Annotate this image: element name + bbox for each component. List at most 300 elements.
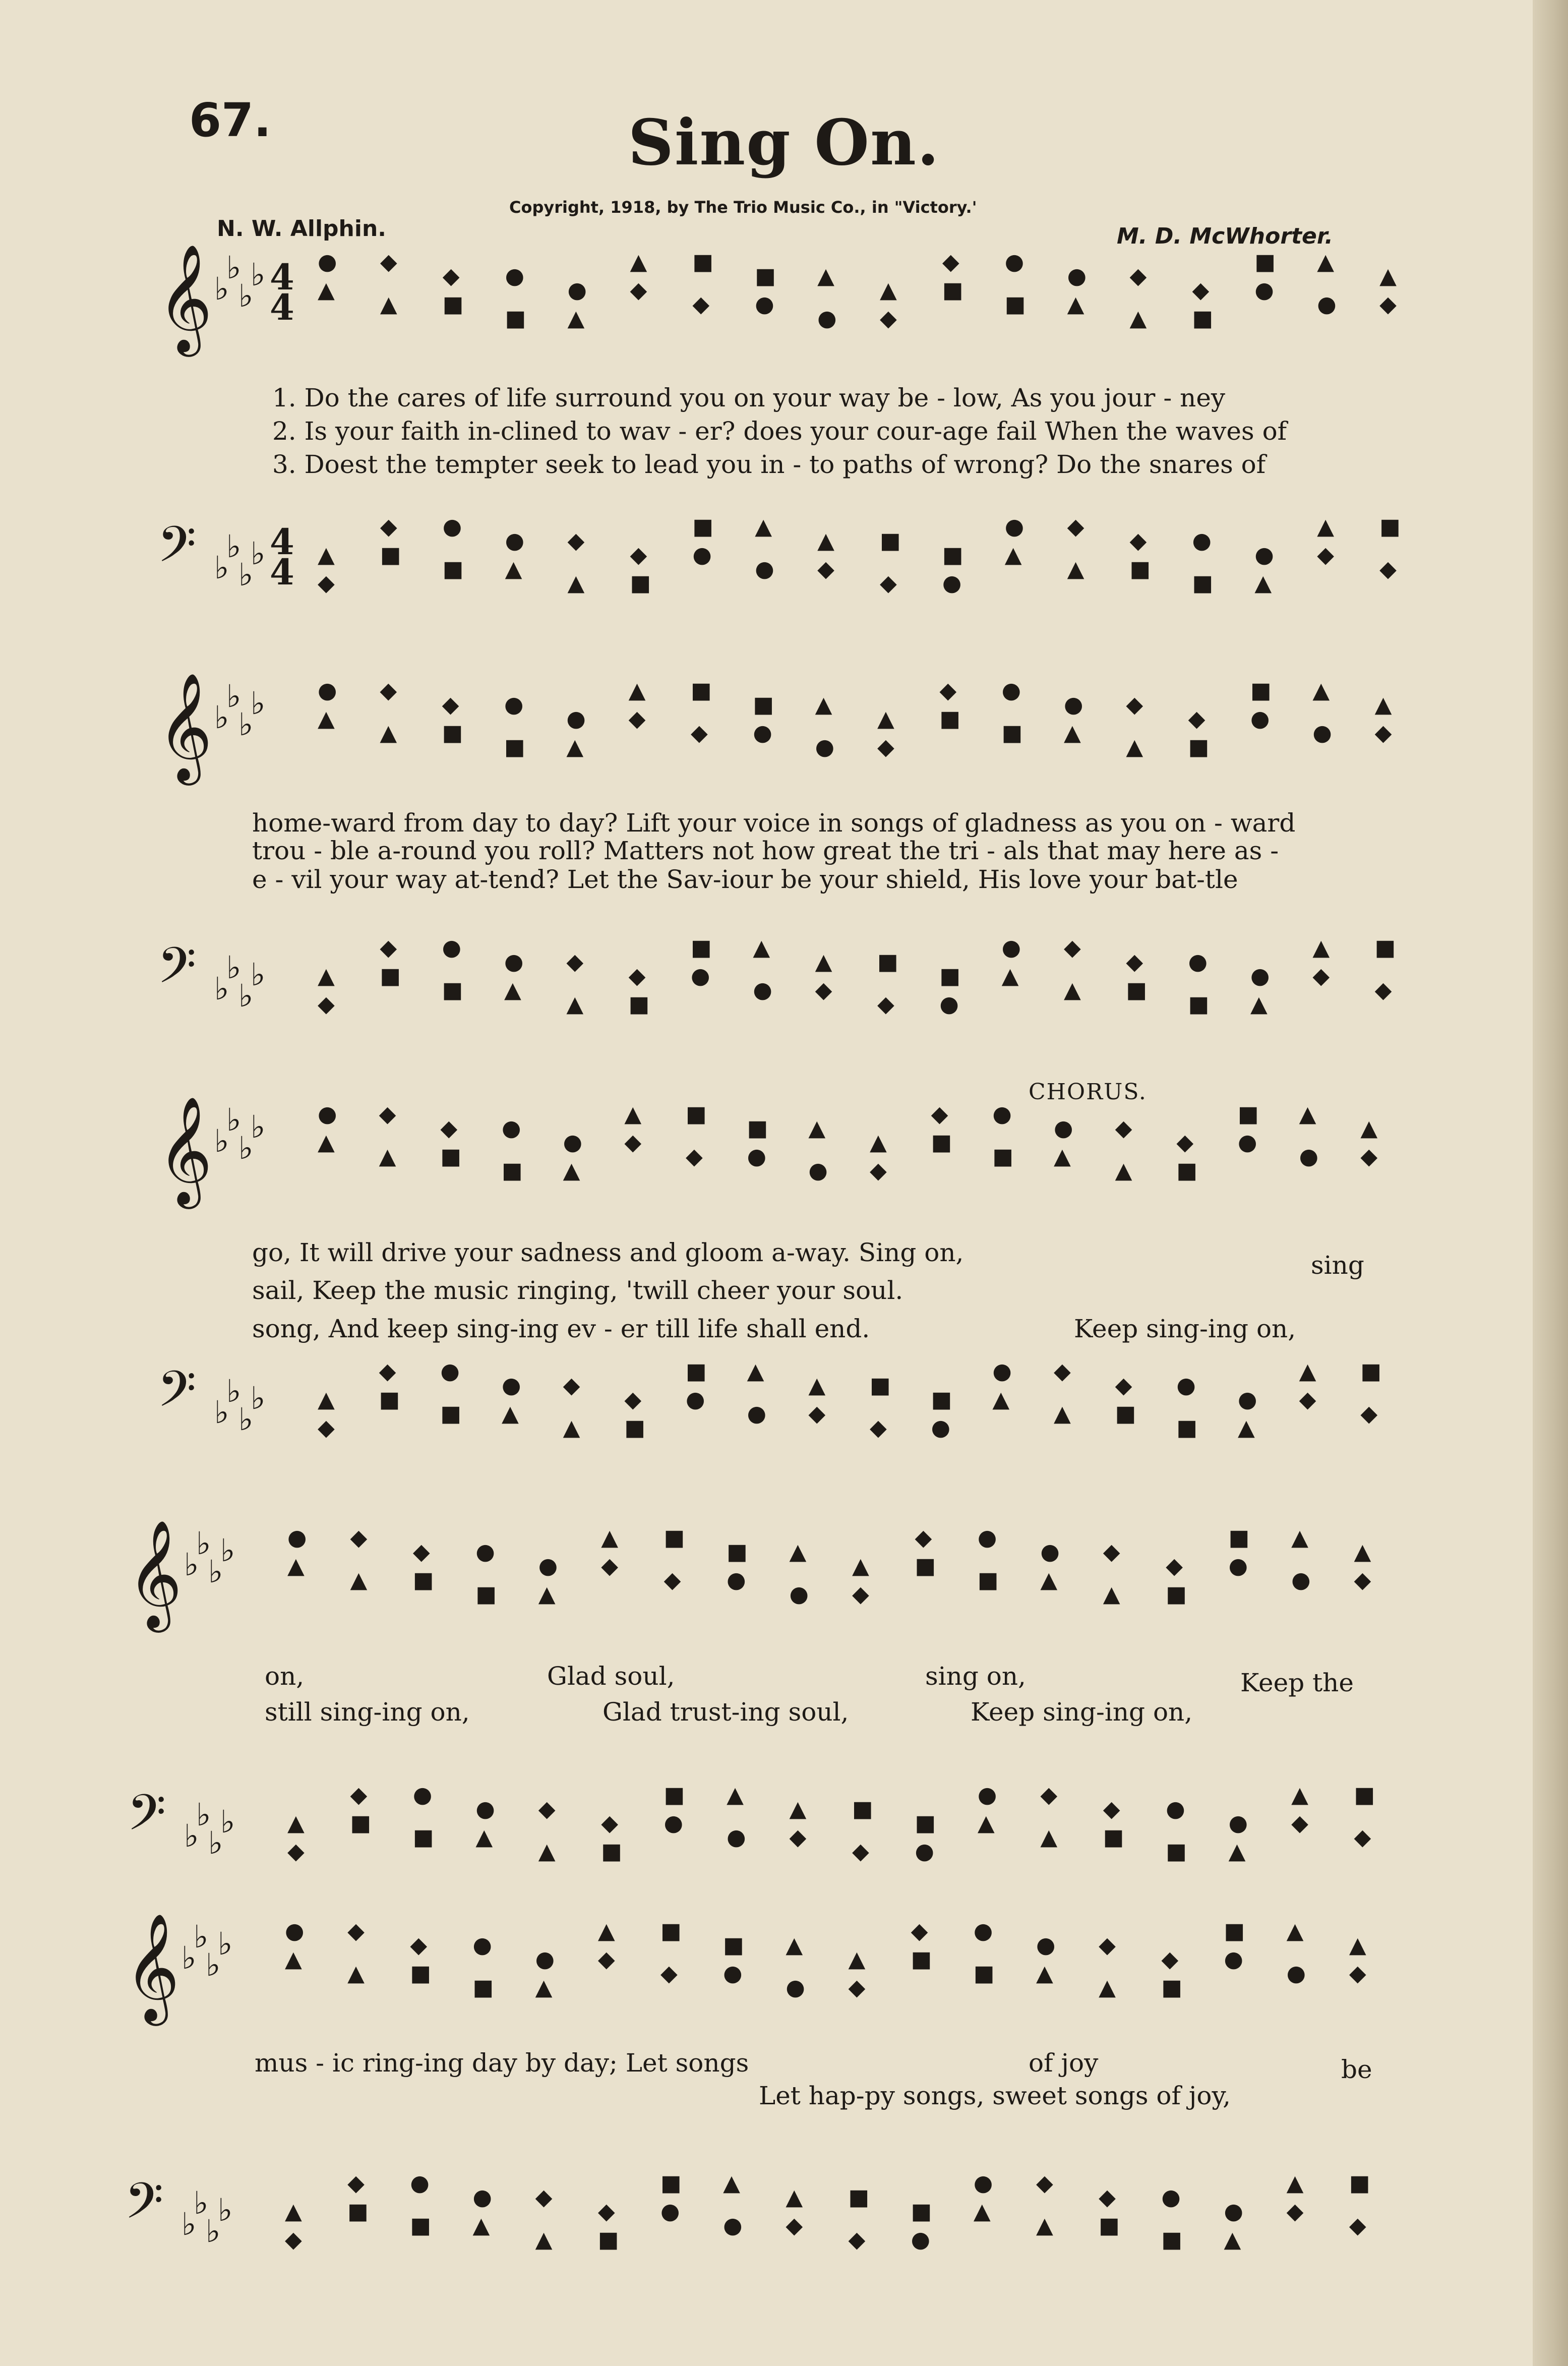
note-head: ■ [412,1824,434,1850]
note-head: ▲ [1004,542,1022,568]
note-head: ■ [992,1144,1013,1169]
note-head: ■ [597,2227,619,2253]
note-head: ◆ [1188,706,1205,732]
note-head: ▲ [992,1387,1010,1412]
note-head: ● [1192,528,1212,554]
note-head: ▲ [852,1553,869,1579]
note-head: ● [1176,1373,1196,1398]
note-head: ◆ [789,1824,807,1850]
time-signature-bottom: 4 [270,286,294,328]
note-head: ■ [1103,1824,1124,1850]
note-head: ◆ [285,2227,302,2253]
note-head: ● [686,1387,705,1412]
note-head: ● [442,935,462,961]
note-head: ▲ [1067,291,1084,317]
note-head: ▲ [1317,249,1335,275]
note-head: ● [723,1961,743,1986]
note-head: ◆ [870,1158,887,1184]
note-head: ● [502,1373,521,1398]
note-head: ■ [1354,1782,1375,1808]
note-head: ◆ [410,1932,428,1958]
note-head: ▲ [817,263,834,289]
flat-icon: ♭ [184,1817,199,1854]
note-head: ▲ [1099,1975,1116,2000]
note-head: ▲ [601,1525,619,1551]
note-head: ● [992,1101,1012,1127]
note-head: ■ [1166,1581,1187,1607]
note-head: ● [566,706,586,732]
note-head: ◆ [1115,1373,1132,1398]
note-head: ● [727,1824,746,1850]
note-head: ■ [664,1782,685,1808]
hymn-number: 67. [189,93,271,147]
bass-clef-icon: 𝄢 [157,1361,197,1431]
flat-icon: ♭ [208,1553,223,1590]
note-head: ◆ [939,678,957,703]
lyric-word: Keep the [1240,1668,1354,1697]
note-head: ◆ [350,1782,368,1808]
note-head: ■ [380,542,401,568]
note-head: ■ [505,306,526,331]
treble-clef-icon: 𝄞 [157,1095,213,1204]
note-head: ■ [347,2199,369,2224]
note-head: ◆ [601,1553,619,1579]
note-head: ▲ [1349,1932,1366,1958]
note-head: ◆ [1099,1932,1116,1958]
note-head: ■ [1192,306,1214,331]
note-head: ■ [692,249,713,275]
note-head: ■ [1161,1975,1182,2000]
note-head: ● [691,963,710,989]
note-head: ● [931,1415,951,1441]
note-head: ▲ [1250,991,1268,1017]
note-head: ◆ [880,570,897,596]
note-head: ◆ [380,249,397,275]
note-head: ■ [880,528,901,554]
note-head: ● [977,1782,997,1808]
note-head: ● [1188,949,1208,975]
note-head: ● [660,2199,680,2224]
note-head: ◆ [852,1839,869,1864]
flat-icon: ♭ [182,2206,197,2242]
flat-icon: ♭ [251,1380,266,1416]
note-head: ◆ [442,263,460,289]
flat-icon: ♭ [194,1918,209,1955]
lyric-word: be [1341,2055,1372,2084]
note-head: ● [727,1567,746,1593]
note-head: ● [1250,706,1270,732]
note-head: ▲ [504,977,521,1003]
note-head: ● [755,556,774,582]
note-head: ▲ [380,720,397,746]
note-head: ● [567,277,587,303]
chorus-label: CHORUS. [1029,1079,1147,1105]
treble-clef-icon: 𝄞 [127,1519,183,1628]
note-head: ■ [1250,678,1272,703]
note-head: ● [442,514,462,540]
flat-icon: ♭ [238,706,254,743]
note-head: ◆ [350,1525,368,1551]
note-head: ◆ [1192,277,1210,303]
note-head: ● [505,528,525,554]
note-head: ▲ [285,2199,302,2224]
note-head: ● [563,1130,583,1155]
note-head: ◆ [318,570,335,596]
note-head: ◆ [624,1130,642,1155]
note-head: ● [1224,1946,1243,1972]
note-head: ▲ [1228,1839,1246,1864]
note-head: ◆ [692,291,710,317]
flat-icon: ♭ [251,685,266,722]
note-head: ◆ [1067,514,1084,540]
note-head: ● [786,1975,805,2000]
note-head: ● [747,1144,767,1169]
note-head: ◆ [379,1101,396,1127]
note-head: ◆ [1054,1358,1071,1384]
note-head: ▲ [567,570,585,596]
note-head: ■ [692,514,713,540]
bass-clef-icon: 𝄢 [125,2172,164,2242]
lyric-line: Let hap-py songs, sweet songs of joy, [759,2081,1231,2110]
note-head: ▲ [808,1373,826,1398]
lyric-line: mus - ic ring-ing day by day; Let songs [255,2048,749,2078]
note-head: ◆ [1129,528,1147,554]
note-head: ■ [1188,991,1210,1017]
note-head: ■ [472,1975,494,2000]
note-head: ▲ [1064,977,1081,1003]
lyric-line: 3. Doest the tempter seek to lead you in - to paths of wrong? Do the snares of [272,450,1266,479]
note-head: ◆ [442,692,459,718]
note-head: ◆ [786,2213,803,2238]
flat-icon: ♭ [238,1401,254,1438]
flat-icon: ♭ [214,1394,229,1431]
note-head: ▲ [1254,570,1272,596]
note-head: ■ [942,277,963,303]
note-head: ◆ [1040,1782,1058,1808]
note-head: ◆ [1317,542,1335,568]
note-head: ● [472,1932,492,1958]
note-head: ● [475,1539,495,1565]
note-head: ■ [601,1839,622,1864]
note-head: ● [664,1810,684,1836]
composer-credit: M. D. McWhorter. [1117,223,1334,249]
note-head: ▲ [1291,1782,1308,1808]
note-head: ◆ [1291,1810,1308,1836]
note-head: ▲ [505,556,522,582]
note-head: ● [992,1358,1012,1384]
note-head: ◆ [1312,963,1330,989]
note-head: ■ [911,2199,932,2224]
note-head: ● [1166,1796,1185,1822]
note-head: ◆ [380,935,397,961]
note-head: ▲ [538,1581,556,1607]
note-head: ■ [939,706,960,732]
note-head: ● [1224,2199,1243,2224]
flat-icon: ♭ [218,2192,233,2228]
note-head: ■ [624,1415,645,1441]
lyric-line: 1. Do the cares of life surround you on your way be - low, As you jour - ney [272,383,1226,412]
note-head: ▲ [380,291,397,317]
flat-icon: ♭ [251,256,266,293]
note-head: ▲ [287,1553,305,1579]
lyric-line: still sing-ing on, [265,1697,470,1727]
note-head: ▲ [318,542,335,568]
note-head: ● [1228,1810,1248,1836]
note-head: ■ [1188,734,1210,760]
note-head: ◆ [880,306,897,331]
note-head: ◆ [848,2227,866,2253]
note-head: ◆ [911,1918,928,1944]
note-head: ● [318,1101,337,1127]
lyric-word: of joy [1029,2048,1099,2078]
treble-clef-icon: 𝄞 [157,672,213,781]
flat-icon: ♭ [214,970,229,1007]
note-head: ◆ [1374,977,1392,1003]
note-head: ◆ [538,1796,556,1822]
note-head: ● [911,2227,931,2253]
note-head: ■ [380,963,401,989]
treble-clef-icon: 𝄞 [157,243,213,352]
note-head: ▲ [318,1130,335,1155]
note-head: ● [915,1839,934,1864]
note-head: ◆ [1286,2199,1304,2224]
bass-clef-icon: 𝄢 [157,516,197,586]
note-head: ◆ [1099,2184,1116,2210]
note-head: ▲ [597,1918,615,1944]
note-head: ▲ [1374,692,1392,718]
note-head: ▲ [1224,2227,1241,2253]
note-head: ◆ [1354,1567,1371,1593]
note-head: ◆ [628,706,646,732]
note-head: ● [1001,935,1021,961]
note-head: ▲ [1054,1144,1071,1169]
note-head: ◆ [597,2199,615,2224]
note-head: ● [475,1796,495,1822]
note-head: ■ [410,1961,431,1986]
lyric-word: sing [1311,1251,1364,1280]
note-head: ▲ [753,935,770,961]
note-head: ▲ [815,692,832,718]
note-head: ◆ [628,963,646,989]
note-head: ■ [1126,977,1147,1003]
flat-icon: ♭ [226,949,242,986]
note-head: ● [1004,514,1024,540]
note-head: ■ [1228,1525,1250,1551]
note-head: ▲ [318,277,335,303]
note-head: ■ [350,1810,372,1836]
note-head: ● [1250,963,1270,989]
note-head: ◆ [567,528,585,554]
flat-icon: ♭ [226,528,242,565]
note-head: ▲ [1379,263,1397,289]
note-head: ■ [442,291,464,317]
note-head: ● [808,1158,828,1184]
flat-icon: ♭ [226,249,242,286]
note-head: ■ [1176,1415,1197,1441]
flat-icon: ♭ [226,1101,242,1138]
note-head: ■ [755,263,776,289]
flat-icon: ♭ [251,956,266,993]
note-head: ▲ [870,1130,887,1155]
note-head: ■ [379,1387,400,1412]
flat-icon: ♭ [182,1939,197,1976]
note-head: ◆ [848,1975,866,2000]
note-head: ▲ [287,1810,305,1836]
note-head: ◆ [808,1401,826,1427]
note-head: ▲ [567,306,585,331]
note-head: ▲ [1360,1115,1378,1141]
flat-icon: ♭ [226,1373,242,1409]
note-head: ■ [691,935,712,961]
note-head: ▲ [472,2213,490,2238]
note-head: ▲ [624,1101,642,1127]
note-head: ▲ [817,528,834,554]
note-head: ▲ [1040,1824,1058,1850]
note-head: ■ [1379,514,1401,540]
flat-icon: ♭ [238,1130,254,1166]
note-head: ◆ [1036,2170,1053,2196]
note-head: ■ [1004,291,1026,317]
note-head: ■ [1115,1401,1136,1427]
flat-icon: ♭ [238,556,254,593]
note-head: ● [1254,542,1274,568]
flat-icon: ♭ [214,699,229,736]
note-head: ◆ [347,1918,365,1944]
note-head: ■ [440,1144,461,1169]
note-head: ■ [1161,2227,1182,2253]
note-head: ▲ [1286,2170,1304,2196]
note-head: ▲ [1317,514,1335,540]
note-head: ◆ [563,1373,580,1398]
note-head: ● [1004,249,1024,275]
note-head: ◆ [1379,291,1397,317]
note-head: ● [1001,678,1021,703]
flat-icon: ♭ [184,1546,199,1583]
lyric-line: home-ward from day to day? Lift your voice in songs of gladness as you on - ward [252,808,1296,838]
note-head: ● [535,1946,555,1972]
note-head: ● [1238,1130,1257,1155]
note-head: ■ [939,963,960,989]
note-head: ● [1291,1567,1311,1593]
note-head: ▲ [786,1932,803,1958]
note-head: ● [318,249,337,275]
note-head: ● [1317,291,1337,317]
note-head: ◆ [815,977,832,1003]
note-head: ▲ [1286,1918,1304,1944]
note-head: ▲ [1036,2213,1053,2238]
note-head: ▲ [535,1975,553,2000]
lyric-line: go, It will drive your sadness and gloom a-way. Sing on, [252,1238,964,1267]
note-head: ▲ [1054,1401,1071,1427]
note-head: ● [753,977,772,1003]
note-head: ■ [848,2184,870,2210]
lyricist-credit: N. W. Allphin. [217,216,386,242]
note-head: ◆ [942,249,959,275]
note-head: ◆ [1374,720,1392,746]
note-head: ◆ [379,1358,396,1384]
note-head: ■ [1254,249,1276,275]
note-head: ◆ [1103,1539,1120,1565]
note-head: ■ [977,1567,999,1593]
note-head: ■ [412,1567,434,1593]
note-head: ● [1286,1961,1306,1986]
note-head: ■ [1349,2170,1370,2196]
note-head: ■ [877,949,898,975]
lyric-line: 2. Is your faith in-clined to wav - er? does your cour-age fail When the waves of [272,417,1287,446]
note-head: ■ [440,1401,461,1427]
note-head: ◆ [664,1567,681,1593]
note-head: ▲ [1036,1961,1053,1986]
note-head: ● [538,1553,558,1579]
note-head: ▲ [973,2199,991,2224]
note-head: ◆ [1161,1946,1179,1972]
note-head: ▲ [285,1946,302,1972]
note-head: ■ [931,1130,952,1155]
note-head: ■ [911,1946,932,1972]
note-head: ◆ [624,1387,642,1412]
note-head: ◆ [287,1839,305,1864]
note-head: ▲ [502,1401,519,1427]
copyright-notice: Copyright, 1918, by The Trio Music Co., in "Victory.' [509,198,977,217]
note-head: ▲ [1312,935,1330,961]
note-head: ■ [1166,1839,1187,1864]
note-head: ● [1036,1932,1056,1958]
note-head: ● [815,734,835,760]
note-head: ▲ [815,949,832,975]
note-head: ■ [1001,720,1023,746]
note-head: ● [285,1918,305,1944]
note-head: ▲ [789,1539,807,1565]
note-head: ▲ [628,678,646,703]
note-head: ■ [442,556,464,582]
note-head: ■ [915,1553,936,1579]
note-head: ▲ [848,1946,866,1972]
note-head: ■ [630,570,651,596]
note-head: ● [977,1525,997,1551]
note-head: ▲ [1115,1158,1132,1184]
note-head: ▲ [723,2170,741,2196]
note-head: ● [318,678,337,703]
lyric-line: trou - ble a-round you roll? Matters not how great the tri - als that may here as - [252,836,1279,865]
note-head: ▲ [977,1810,995,1836]
note-head: ▲ [1291,1525,1308,1551]
note-head: ▲ [563,1415,580,1441]
note-head: ▲ [727,1782,744,1808]
flat-icon: ♭ [214,270,229,307]
note-head: ■ [747,1115,768,1141]
note-head: ◆ [1129,263,1147,289]
flat-icon: ♭ [238,277,254,314]
flat-icon: ♭ [196,1525,211,1562]
note-head: ◆ [630,277,647,303]
lyric-line: song, And keep sing-ing ev - er till life shall end. [252,1314,870,1343]
lyric-line: on, [265,1662,305,1691]
time-signature-bottom: 4 [270,551,294,593]
note-head: ◆ [877,734,894,760]
note-head: ◆ [347,2170,365,2196]
note-head: ▲ [538,1839,556,1864]
note-head: ● [973,1918,993,1944]
note-head: ◆ [412,1539,430,1565]
note-head: ◆ [1126,949,1143,975]
note-head: ● [939,991,959,1017]
note-head: ■ [915,1810,936,1836]
note-head: ■ [686,1101,707,1127]
lyric-word: Keep sing-ing on, [1074,1314,1296,1343]
note-head: ■ [502,1158,523,1184]
note-head: ■ [628,991,650,1017]
note-head: ▲ [1299,1101,1316,1127]
